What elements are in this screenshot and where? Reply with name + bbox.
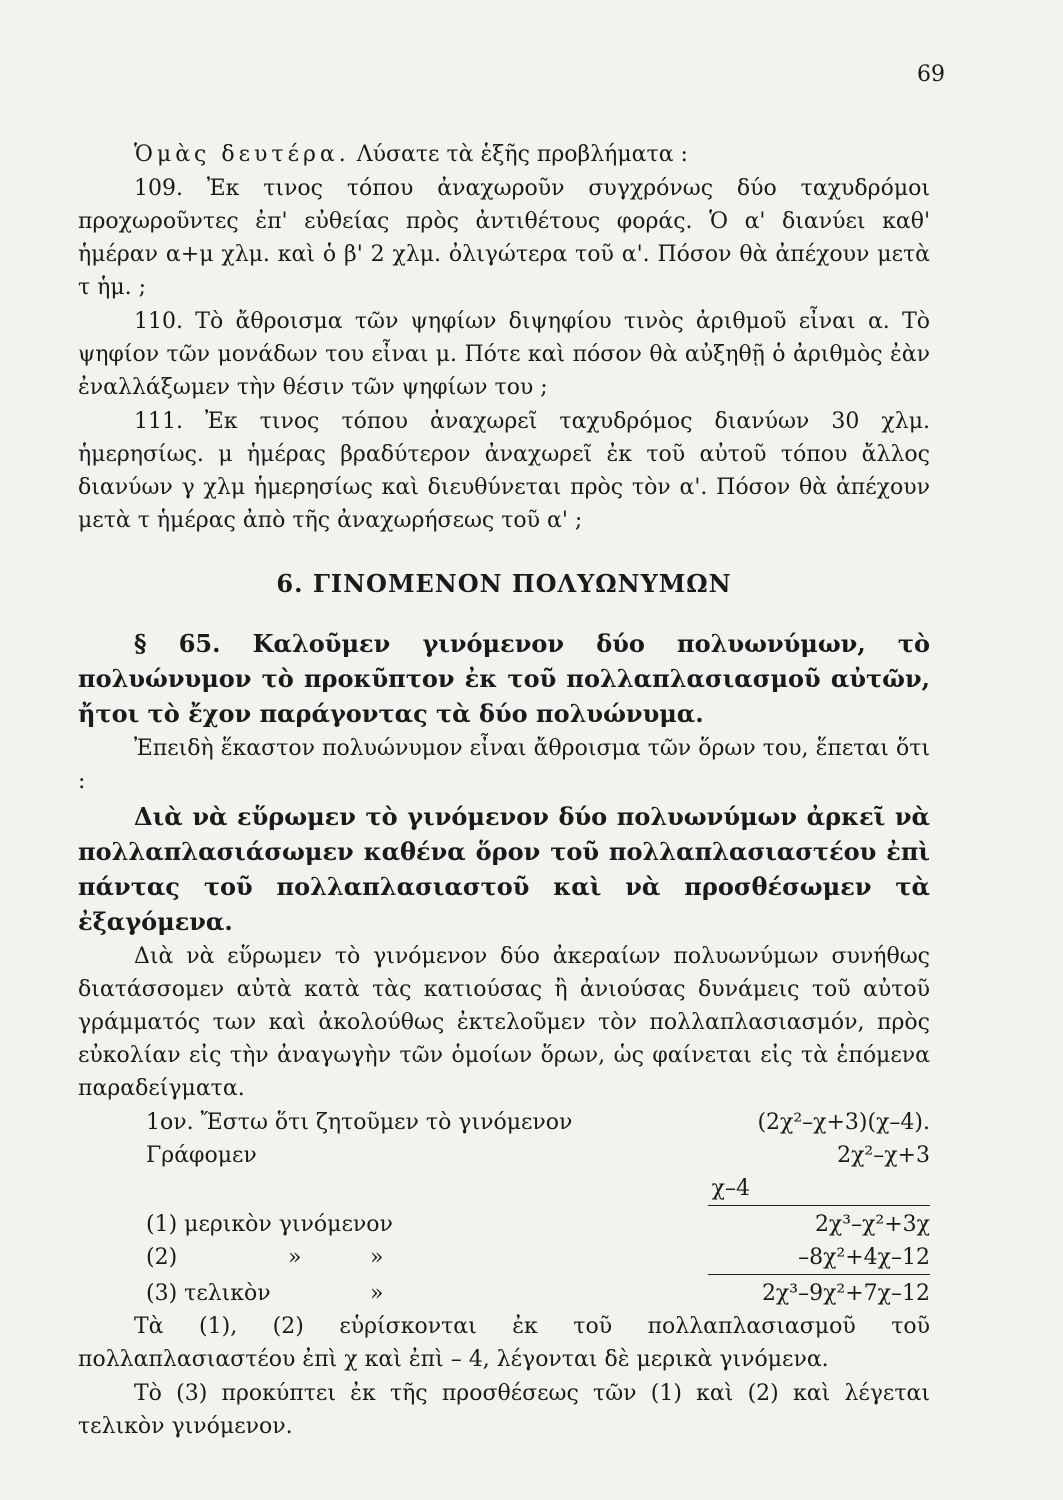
partial1-label: (1) μερικὸν γινόμενον bbox=[146, 1212, 393, 1237]
multiplicand: 2χ²–χ+3 bbox=[837, 1143, 930, 1168]
final-product: 2χ³–9χ²+7χ–12 bbox=[761, 1281, 930, 1306]
group-instruction: Λύσατε τὰ ἑξῆς προβλήματα : bbox=[356, 142, 688, 167]
ditto-mark: » bbox=[370, 1245, 384, 1270]
write-label: Γράφομεν bbox=[146, 1143, 257, 1168]
page-body bbox=[78, 138, 930, 1444]
ditto-mark: » bbox=[370, 1281, 384, 1306]
exercise-group-heading bbox=[78, 138, 930, 171]
multiplier: χ–4 bbox=[711, 1176, 750, 1201]
section-title: 6. ΓΙΝΟΜΕΝΟΝ ΠΟΛΥΩΝΥΜΩΝ bbox=[276, 569, 732, 598]
closing-paragraph-1: Τὰ (1), (2) εὑρίσκονται ἐκ τοῦ πολλαπλασιασμοῦ τοῦ πολλαπλασιαστέου ἐπὶ χ καὶ ἐπὶ – 4, λέγονται δὲ μερικὰ γινόμενα. bbox=[78, 1314, 930, 1372]
partial-product-2: –8χ²+4χ–12 bbox=[798, 1245, 930, 1270]
page-number: 69 bbox=[917, 62, 945, 87]
partial2-label: (2) bbox=[146, 1245, 178, 1270]
rule-paragraph: Διὰ νὰ εὕρωμεν τὸ γινόμενον δύο πολυωνύμων ἀρκεῖ νὰ πολλαπλασιάσωμεν καθένα ὅρον τοῦ πολλαπλασιαστέου ἐπὶ πάντας τοῦ πολλαπλασιαστοῦ καὶ νὰ προσθέσωμεν τὰ ἐξαγόμενα. bbox=[78, 802, 930, 936]
problem-109: 109. Ἐκ τινος τόπου ἀναχωροῦν συγχρόνως δύο ταχυδρόμοι προχωροῦντες ἐπ' εὐθείας πρὸς ἀντιθέτους φοράς. Ὁ α' διανύει καθ' ἡμέραν α+μ χλμ. καὶ ὁ β' 2 χλμ. ὀλιγώτερα τοῦ α'. Πόσον θὰ ἀπέχουν μετὰ τ ἡμ. ; bbox=[78, 176, 930, 300]
problem-111: 111. Ἐκ τινος τόπου ἀναχωρεῖ ταχυδρόμος διανύων 30 χλμ. ἡμερησίως. μ ἡμέρας βραδύτερον ἀναχωρεῖ ἐκ τοῦ αὐτοῦ τόπου ἄλλος διανύων γ χλμ ἡμερησίως καὶ διευθύνεται πρὸς τὸν α'. Πόσον θὰ ἀπέχουν μετὰ τ ἡμέρας ἀπὸ τῆς ἀναχωρήσεως τοῦ α' ; bbox=[78, 409, 930, 533]
partial-product-1: 2χ³–χ²+3χ bbox=[814, 1212, 930, 1237]
example-intro: 1ον. Ἔστω ὅτι ζητοῦμεν τὸ γινόμενον bbox=[146, 1110, 573, 1135]
multiplication-example bbox=[78, 1106, 930, 1310]
final-label: (3) τελικὸν bbox=[146, 1281, 271, 1306]
group-heading: Ὁμὰς δευτέρα. bbox=[134, 142, 350, 167]
ditto-mark: » bbox=[288, 1245, 302, 1270]
closing-paragraph-2: Τὸ (3) προκύπτει ἐκ τῆς προσθέσεως τῶν (1) καὶ (2) καὶ λέγεται τελικὸν γινόμενον. bbox=[78, 1381, 930, 1439]
since-paragraph: Ἐπειδὴ ἕκαστον πολυώνυμον εἶναι ἄθροισμα τῶν ὅρων του, ἕπεται ὅτι : bbox=[78, 736, 930, 794]
definition-paragraph: § 65. Καλοῦμεν γινόμενον δύο πολυωνύμων, τὸ πολυώνυμον τὸ προκῦπτον ἐκ τοῦ πολλαπλασιασμοῦ αὐτῶν, ἤτοι τὸ ἔχον παράγοντας τὰ δύο πολυώνυμα. bbox=[78, 629, 930, 728]
method-paragraph: Διὰ νὰ εὕρωμεν τὸ γινόμενον δύο ἀκεραίων πολυωνύμων συνήθως διατάσσομεν αὐτὰ κατὰ τὰς κατιούσας ἢ ἀνιούσας δυνάμεις τοῦ αὐτοῦ γράμματός των καὶ ἀκολούθως ἐκτελοῦμεν τὸν πολλαπλασιασμόν, πρὸς εὐκολίαν εἰς τὴν ἀναγωγὴν τῶν ὁμοίων ὅρων, ὡς φαίνεται εἰς τὰ ἑπόμενα παραδείγματα. bbox=[78, 944, 930, 1101]
problem-110: 110. Τὸ ἄθροισμα τῶν ψηφίων διψηφίου τινὸς ἀριθμοῦ εἶναι α. Τὸ ψηφίον τῶν μονάδων του εἶναι μ. Πότε καὶ πόσον θὰ αὐξηθῇ ὁ ἀριθμὸς ἐὰν ἐναλλάξωμεν τὴν θέσιν τῶν ψηφίων του ; bbox=[78, 309, 930, 400]
example-product: (2χ²–χ+3)(χ–4). bbox=[757, 1110, 930, 1135]
rule-line bbox=[708, 1205, 930, 1206]
rule-line bbox=[708, 1274, 930, 1275]
